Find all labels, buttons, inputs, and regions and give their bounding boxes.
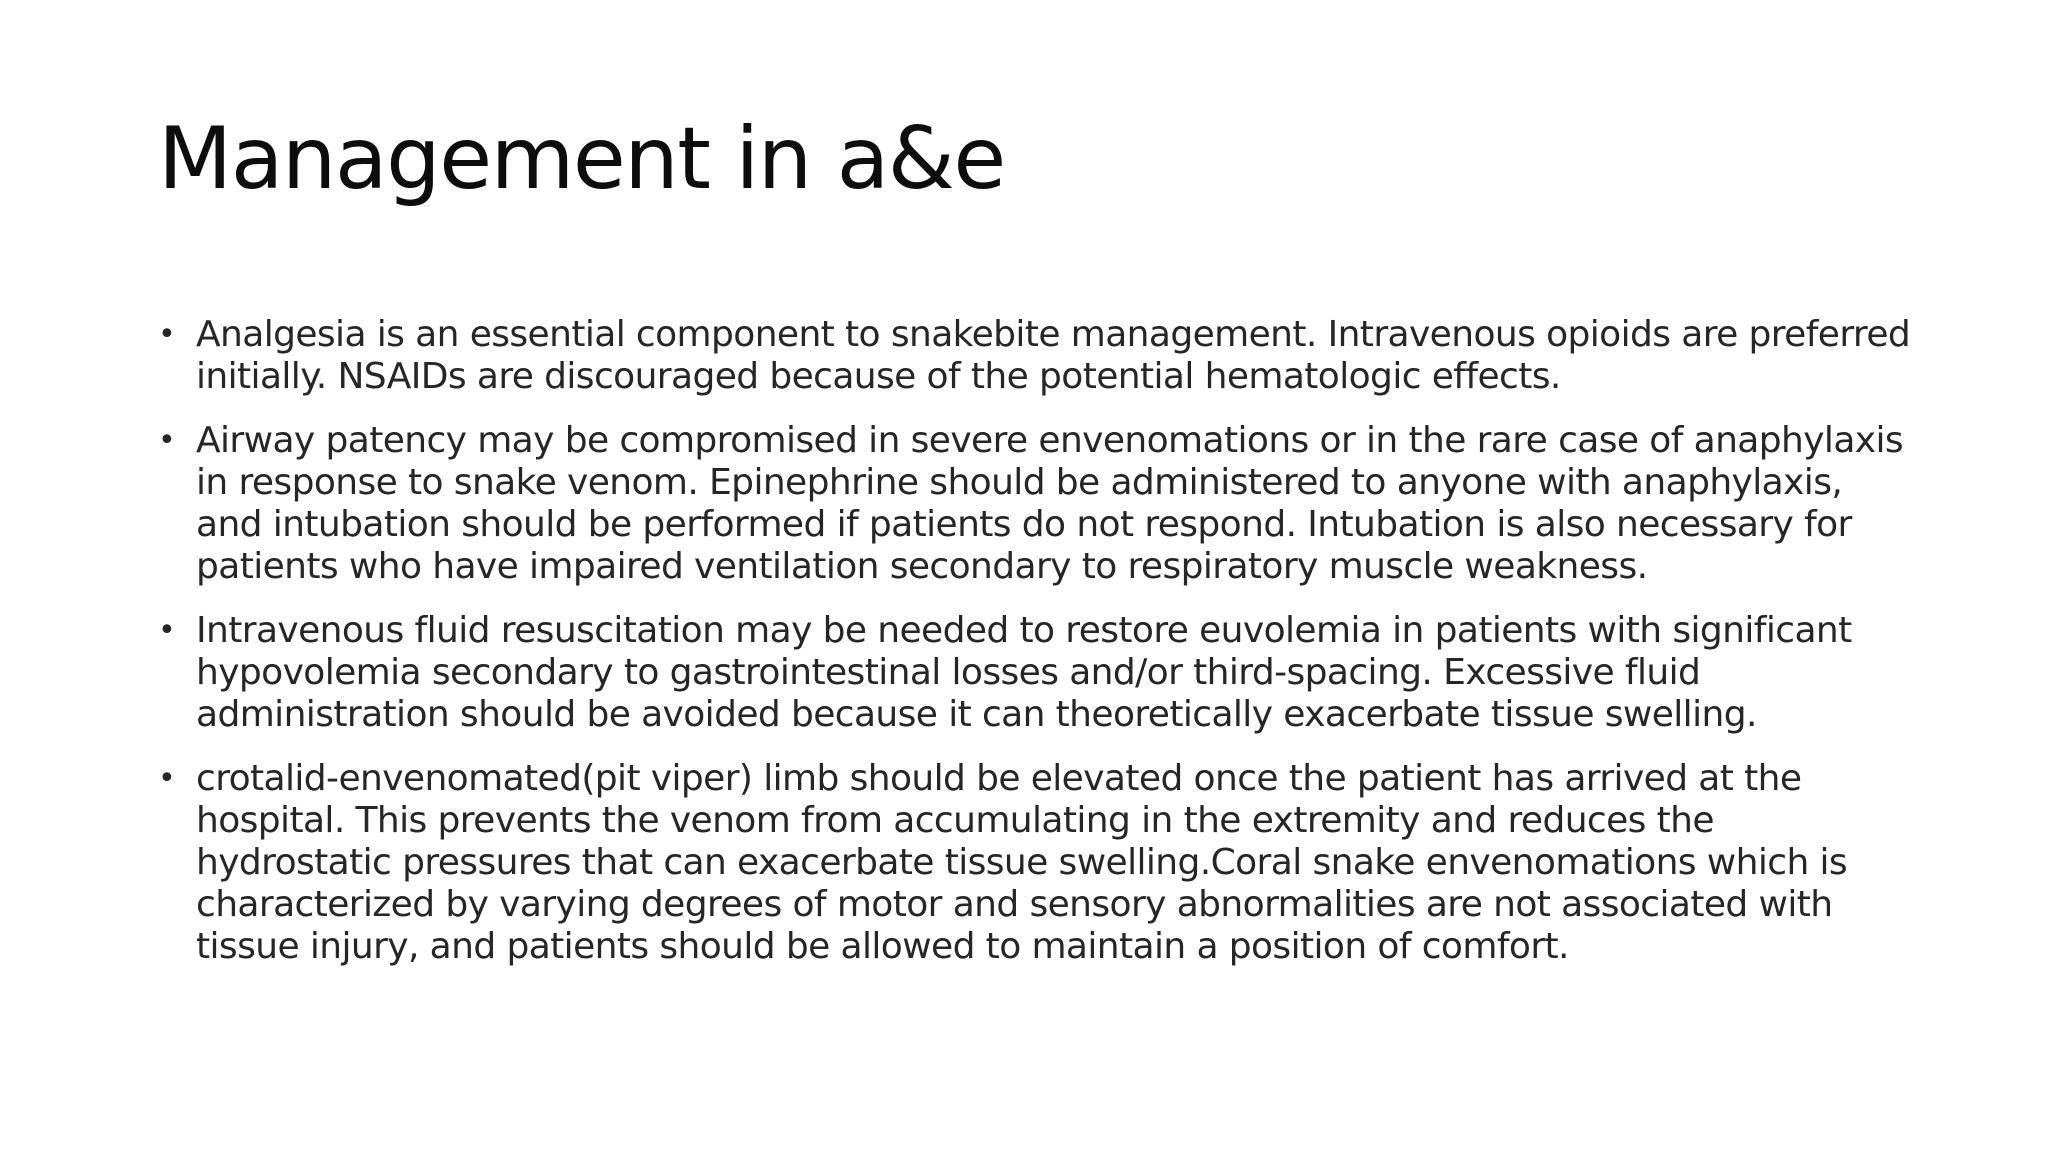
bullet-marker: •	[158, 613, 176, 648]
bullet-text: Intravenous fluid resuscitation may be needed to restore euvolemia in patients with significant hypovolemia secondary to gastrointestinal losses and/or third-spacing. Excessive fluid administration should be avoided because it can theoretically exacerbate tissue swelling.	[196, 610, 1852, 735]
bullet-text: Analgesia is an essential component to snakebite management. Intravenous opioids are preferred initially. NSAIDs are discouraged because of the potential hematologic effects.	[196, 314, 1911, 397]
bullet-marker: •	[158, 423, 176, 458]
bullet-item-airway	[158, 420, 1918, 588]
bullet-item-fluids	[158, 610, 1918, 736]
slide-title: Management in a&e	[158, 109, 1005, 209]
bullet-item-limb-elevation	[158, 758, 1918, 968]
bullet-item-analgesia	[158, 314, 1918, 398]
bullet-text: Airway patency may be compromised in severe envenomations or in the rare case of anaphylaxis in response to snake venom. Epinephrine should be administered to anyone with anaphylaxis, and intubation should be performed if patients do not respond. Intubation is also necessary for patients who have impaired ventilation secondary to respiratory muscle weakness.	[196, 420, 1904, 587]
bullet-list	[158, 314, 1918, 990]
bullet-marker: •	[158, 761, 176, 796]
bullet-marker: •	[158, 317, 176, 352]
bullet-text: crotalid-envenomated(pit viper) limb should be elevated once the patient has arrived at the hospital. This prevents the venom from accumulating in the extremity and reduces the hydrostatic pressures that can exacerbate tissue swelling.Coral snake envenomations which is characterized by varying degrees of motor and sensory abnormalities are not associated with tissue injury, and patients should be allowed to maintain a position of comfort.	[196, 758, 1848, 967]
